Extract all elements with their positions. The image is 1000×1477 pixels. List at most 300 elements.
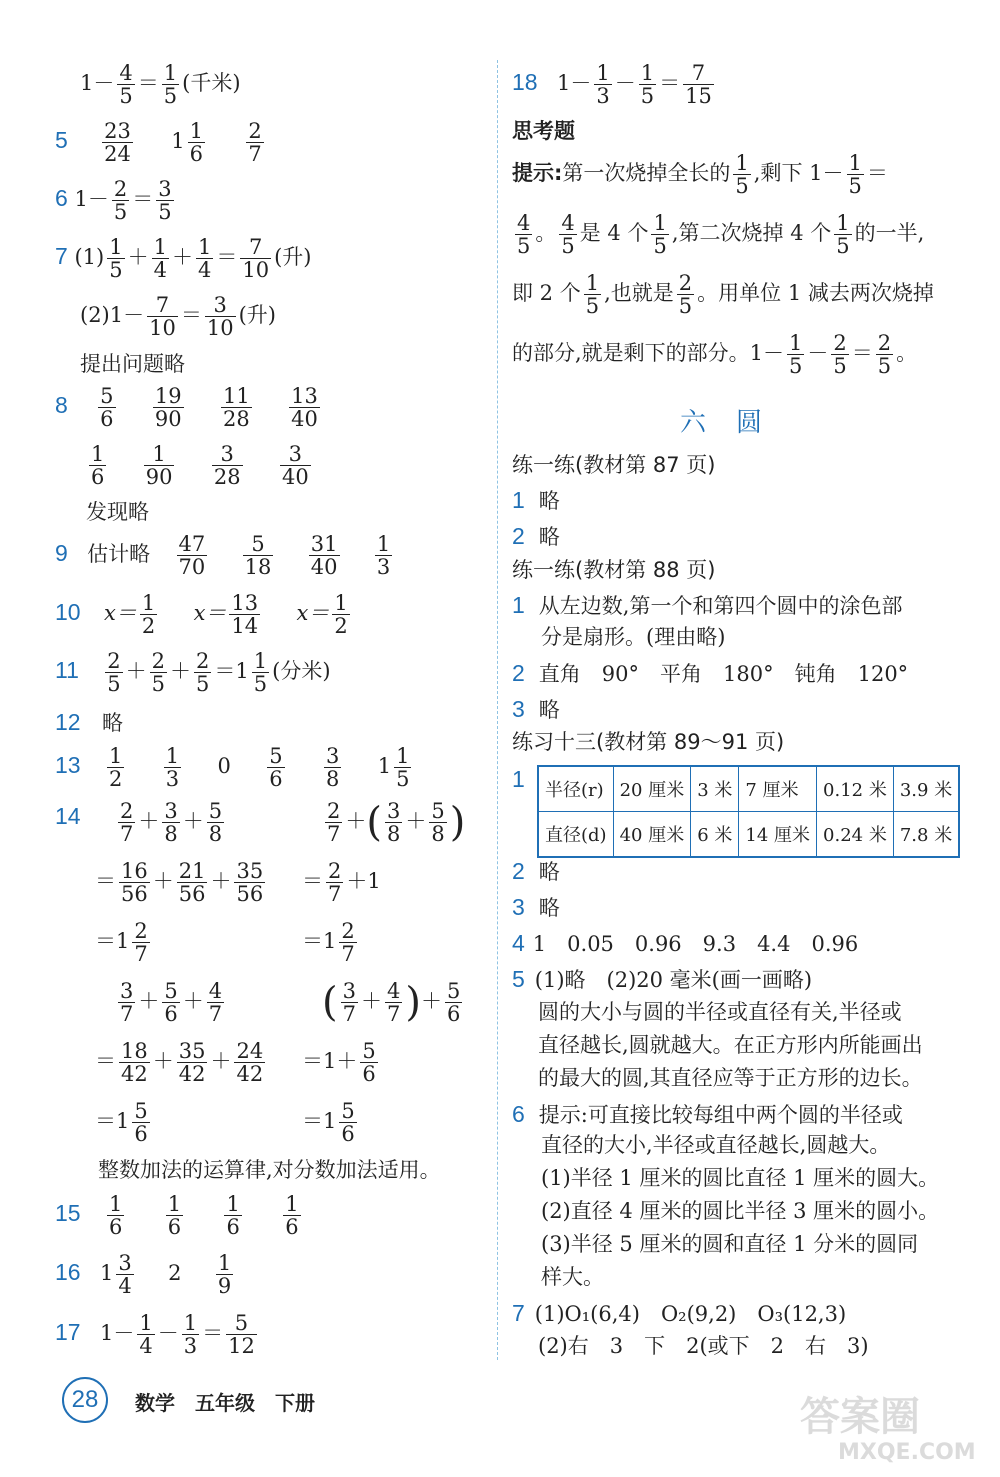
text: 1－ [99, 1321, 135, 1346]
text: ＝ [202, 1321, 224, 1346]
question-number: 14 [55, 803, 81, 829]
denominator: 40 [281, 465, 309, 490]
fraction [116, 1252, 133, 1297]
fraction [132, 920, 149, 965]
text: ,剩下 1－ [753, 161, 844, 186]
question-number: 2 [512, 523, 525, 549]
numerator: 1 [189, 119, 204, 143]
denominator: 5 [678, 294, 693, 319]
numerator: 2 [877, 331, 892, 355]
denominator: 4 [153, 258, 167, 283]
denominator: 14 [231, 614, 259, 639]
numerator: 3 [325, 744, 340, 768]
fraction [240, 236, 271, 281]
t2 [512, 860, 560, 883]
fraction [162, 800, 179, 845]
text: ＋ [152, 1049, 174, 1074]
question-number: 17 [55, 1319, 81, 1346]
fraction [102, 120, 133, 165]
numerator: 5 [100, 384, 114, 408]
t1 [512, 768, 525, 791]
text: (千米) [182, 71, 241, 96]
numerator: 2 [107, 649, 121, 673]
fraction [683, 62, 714, 107]
text: ＝ [137, 71, 159, 96]
t3 [512, 896, 560, 919]
t6 [512, 1103, 903, 1126]
fraction [207, 800, 224, 845]
question-number: 2 [512, 858, 525, 884]
denominator: 8 [431, 822, 445, 847]
text: (升) [274, 245, 312, 270]
text: ,也就是 [604, 281, 674, 306]
text: 略 [538, 525, 560, 549]
fraction [360, 1040, 377, 1085]
numerator: 4 [517, 211, 531, 235]
numerator: 1 [836, 211, 850, 235]
s2 [512, 662, 908, 685]
table-cell: 7.8 米 [893, 812, 959, 858]
question-number: 8 [55, 392, 68, 419]
question-number: 12 [55, 709, 81, 735]
hint-label: 提示: [512, 161, 563, 186]
t5-line4: 的最大的圆,其直径应等于正方形的边长。 [538, 1066, 923, 1090]
denominator: 6 [108, 1215, 123, 1240]
numerator: 1 [226, 1192, 240, 1216]
denominator: 6 [91, 465, 105, 490]
text: ＝1＋ [302, 1049, 358, 1074]
t5-line3: 直径越长,圆就越大。在正方形内所能画出 [538, 1033, 923, 1057]
fraction [117, 62, 134, 107]
fraction [385, 800, 402, 845]
denominator: 42 [236, 1062, 264, 1087]
numerator: 23 [104, 119, 131, 143]
denominator: 4 [197, 258, 212, 283]
numerator: 5 [226, 1312, 257, 1335]
text: 0 [217, 754, 231, 779]
fraction [677, 272, 694, 317]
numerator: 47 [178, 532, 206, 556]
denominator: 6 [285, 1215, 299, 1240]
q11: 11 $\frac{2}{5}$ ＋ $\frac{2}{5}$ ＋ $\frac{2}{5}$ ＝1 $\frac{1}{5}$ (分米) [55, 649, 331, 697]
numerator: 1 [197, 235, 212, 259]
text: 1－ [80, 71, 115, 96]
denominator: 5 [833, 354, 847, 379]
column-divider [497, 60, 498, 1360]
denominator: 6 [362, 1062, 376, 1087]
fraction [89, 443, 106, 488]
t6-line4: (2)直径 4 厘米的圆比半径 3 厘米的圆小。 [541, 1199, 940, 1223]
fraction [207, 980, 224, 1025]
q14-C1 [115, 980, 227, 1025]
text: ＝ [866, 161, 888, 186]
numerator: 24 [236, 1039, 264, 1063]
t6-line6: 样大。 [541, 1265, 604, 1289]
denominator: 8 [325, 767, 340, 792]
question-number: 5 [55, 127, 68, 154]
question-number: 7 [55, 243, 68, 270]
numerator: 1 [789, 331, 803, 355]
fraction [229, 592, 260, 637]
fraction [267, 745, 284, 790]
question-number: 5 [512, 966, 525, 992]
table-cell: 14 厘米 [739, 812, 817, 858]
fraction [177, 860, 208, 905]
text: ＋ [210, 869, 232, 894]
s1-line2: 分是扇形。(理由略) [541, 625, 726, 649]
fraction [107, 745, 124, 790]
table-cell: 3.9 米 [893, 766, 959, 812]
numerator: 2 [113, 177, 128, 201]
denominator: 5 [640, 84, 655, 109]
denominator: 7 [248, 142, 262, 167]
q8-row1 [55, 385, 323, 430]
t7 [512, 1302, 846, 1325]
denominator: 56 [236, 882, 264, 907]
denominator: 2 [141, 614, 156, 639]
numerator: 5 [208, 799, 223, 823]
text: ＝ [851, 341, 873, 366]
numerator: 13 [231, 591, 259, 615]
denominator: 24 [104, 142, 131, 167]
q16 [55, 1252, 236, 1297]
text: 2 [168, 1261, 182, 1286]
numerator: 4 [561, 211, 575, 235]
text: 略 [101, 711, 123, 735]
text: 。用单位 1 减去两次烧掉 [697, 281, 934, 306]
denominator: 28 [223, 407, 250, 432]
denominator: 6 [167, 1215, 182, 1240]
q14-C2 [95, 1040, 268, 1085]
question-number: 7 [512, 1300, 525, 1326]
footer-book-title: 数学 五年级 下册 [135, 1391, 315, 1415]
numerator: 1 [163, 61, 178, 85]
numerator: 1 [735, 151, 749, 175]
q14-A2 [95, 860, 268, 905]
fraction [226, 1312, 257, 1357]
table-cell: 0.12 米 [817, 766, 894, 812]
q5 [55, 120, 267, 165]
text: x＝ [103, 601, 137, 626]
numerator: 21 [178, 859, 206, 883]
q7-part1 [55, 236, 311, 281]
fraction [234, 1040, 265, 1085]
text: 。 [535, 221, 557, 246]
text: 第一次烧掉全长的 [562, 161, 731, 186]
numerator: 2 [328, 859, 342, 883]
hint-line2 [512, 212, 924, 257]
fraction [246, 120, 263, 165]
text: ＋ [405, 809, 427, 834]
numerator: 1 [334, 591, 348, 615]
fraction [339, 1100, 356, 1145]
numerator: 19 [154, 384, 182, 408]
numerator: 2 [134, 919, 148, 943]
denominator: 3 [183, 1334, 198, 1359]
text: ＝ [180, 303, 202, 328]
q7-note: 提出问题略 [80, 352, 185, 376]
denominator: 7 [134, 942, 148, 967]
numerator: 35 [178, 1039, 206, 1063]
page-number-badge [62, 1377, 108, 1423]
whole: 1 [99, 1261, 114, 1286]
q7-part2 [80, 294, 276, 339]
denominator: 8 [208, 822, 223, 847]
fraction [112, 178, 129, 223]
numerator: 1 [144, 443, 175, 466]
numerator: 1 [585, 271, 600, 295]
t6-line2: 直径的大小,半径或直径越长,圆越大。 [541, 1133, 891, 1157]
denominator: 56 [121, 882, 148, 907]
q14-D3 [302, 1100, 360, 1145]
denominator: 4 [139, 1334, 153, 1359]
denominator: 7 [120, 822, 134, 847]
denominator: 40 [310, 555, 338, 580]
text: 估计略 [87, 542, 151, 567]
text: ＝ [302, 1109, 323, 1134]
fraction [639, 62, 656, 107]
text: ＋ [210, 1049, 232, 1074]
text: 略 [538, 489, 560, 513]
r1 [512, 489, 560, 512]
numerator: 5 [431, 799, 445, 823]
fraction [162, 62, 179, 107]
fraction [375, 533, 392, 578]
question-number: 6 [512, 1101, 525, 1127]
text: ＝ [95, 1109, 116, 1134]
numerator: 2 [196, 649, 210, 673]
text: 是 4 个 [579, 221, 649, 246]
fraction [140, 592, 157, 637]
question-number: 3 [512, 696, 525, 722]
numerator: 3 [205, 294, 236, 317]
question-number: 1 [512, 592, 525, 618]
denominator: 5 [848, 174, 862, 199]
text: ＋ [138, 989, 160, 1014]
hint-line4 [512, 332, 917, 377]
denominator: 6 [341, 1122, 355, 1147]
q17 [55, 1312, 260, 1357]
exercise-13-heading: 练习十三(教材第 89～91 页) [512, 730, 785, 754]
fraction [118, 980, 135, 1025]
denominator: 18 [244, 555, 272, 580]
numerator: 5 [269, 744, 283, 768]
denominator: 10 [149, 316, 176, 341]
numerator: 2 [151, 649, 166, 673]
fraction [252, 650, 269, 695]
denominator: 5 [151, 672, 166, 697]
text: 提示:可直接比较每组中两个圆的半径或 [538, 1103, 903, 1127]
numerator: 3 [386, 799, 401, 823]
fraction [326, 860, 343, 905]
watermark-logo: 答案圈 [800, 1394, 920, 1440]
practice-heading-87: 练一练(教材第 87 页) [512, 453, 716, 477]
fraction [166, 1193, 183, 1238]
fraction [119, 860, 150, 905]
fraction [196, 236, 213, 281]
numerator: 1 [108, 1192, 123, 1216]
denominator: 40 [291, 407, 318, 432]
denominator: 5 [109, 258, 123, 283]
text: 的部分,就是剩下的部分。1－ [512, 341, 785, 366]
whole: 1 [116, 929, 130, 954]
denominator: 90 [145, 465, 173, 490]
denominator: 10 [242, 258, 270, 283]
denominator: 8 [386, 822, 401, 847]
text: － [614, 71, 636, 96]
denominator: 9 [217, 1274, 232, 1299]
fraction [118, 800, 135, 845]
table-row [538, 766, 959, 812]
denominator: 8 [164, 822, 178, 847]
text: ＝ [216, 245, 238, 270]
hint-line3 [512, 272, 934, 317]
numerator: 1 [165, 744, 180, 768]
q14-number [55, 805, 81, 828]
numerator: 5 [164, 979, 178, 1003]
numerator: 1 [285, 1192, 299, 1216]
fraction [182, 1312, 199, 1357]
whole: 1 [171, 129, 185, 154]
q14-D2 [302, 1040, 381, 1085]
fraction [98, 385, 115, 430]
numerator: 7 [240, 236, 271, 259]
table-cell: 7 厘米 [739, 766, 817, 812]
question-number: 11 [55, 657, 79, 684]
denominator: 42 [178, 1062, 206, 1087]
fraction [224, 1193, 241, 1238]
question-number: 16 [55, 1259, 81, 1286]
denominator: 5 [585, 294, 600, 319]
numerator: 5 [134, 1099, 148, 1123]
text: 略 [538, 860, 560, 884]
text: ＝ [95, 929, 116, 954]
numerator: 3 [212, 443, 243, 466]
numerator: 1 [108, 744, 123, 768]
denominator: 7 [342, 1002, 356, 1027]
section-title: 六圆 [680, 408, 793, 438]
denominator: 28 [213, 465, 241, 490]
fraction [156, 178, 173, 223]
text: 的一半, [854, 221, 925, 246]
numerator: 1 [139, 1311, 153, 1335]
fraction [445, 980, 462, 1025]
denominator: 6 [134, 1122, 148, 1147]
q14-A3 [95, 920, 153, 965]
q8-row2 [86, 443, 314, 488]
fraction [733, 152, 750, 197]
table-cell: 20 厘米 [613, 766, 691, 812]
text: ＋ [345, 809, 367, 834]
fraction [105, 650, 122, 695]
question-number: 4 [512, 930, 525, 956]
table-cell: 半径(r) [538, 766, 613, 812]
text: ＋ [152, 869, 174, 894]
denominator: 5 [735, 174, 749, 199]
numerator: 13 [291, 384, 318, 408]
numerator: 7 [683, 62, 714, 85]
text: ＝1 [214, 659, 249, 684]
numerator: 4 [386, 979, 401, 1003]
fraction [119, 1040, 150, 1085]
text: (1)O₁(6,4) O₂(9,2) O₃(12,3) [534, 1302, 847, 1326]
numerator: 1 [640, 61, 655, 85]
denominator: 7 [341, 942, 355, 967]
text: 即 2 个 [512, 281, 581, 306]
q14-B3 [302, 920, 360, 965]
numerator: 4 [119, 61, 133, 85]
denominator: 6 [100, 407, 114, 432]
text: ＋ [138, 809, 160, 834]
text: ＋ [360, 989, 382, 1014]
denominator: 7 [386, 1002, 401, 1027]
fraction [651, 212, 668, 257]
text: x＝ [296, 601, 330, 626]
question-number: 13 [55, 752, 81, 779]
hint-line1 [512, 152, 888, 197]
denominator: 12 [228, 1334, 255, 1359]
denominator: 42 [121, 1062, 148, 1087]
numerator: 5 [243, 533, 274, 556]
denominator: 6 [446, 1002, 461, 1027]
numerator: 35 [236, 859, 264, 883]
line-km [80, 62, 241, 107]
denominator: 5 [396, 767, 410, 792]
text: (1)略 (2)20 毫米(画一画略) [534, 968, 813, 992]
t6-line5: (3)半径 5 厘米的圆和直径 1 分米的圆同 [541, 1232, 919, 1256]
text: ＝ [132, 187, 154, 212]
text: (1) [74, 245, 105, 270]
denominator: 3 [376, 555, 391, 580]
fraction [194, 650, 211, 695]
numerator: 3 [158, 177, 172, 201]
whole: 1 [116, 1109, 130, 1134]
fraction [137, 1312, 154, 1357]
fraction [221, 385, 252, 430]
numerator: 3 [164, 799, 178, 823]
question-number: 6 [55, 185, 68, 212]
whole: 1 [323, 929, 337, 954]
numerator: 1 [141, 591, 156, 615]
fraction [787, 332, 804, 377]
fraction [394, 745, 411, 790]
denominator: 2 [334, 614, 348, 639]
question-number: 2 [512, 660, 525, 686]
text: ＋ [127, 245, 149, 270]
q6 [55, 178, 177, 223]
text: 从左边数,第一个和第四个圆中的涂色部 [538, 594, 903, 618]
denominator: 4 [118, 1274, 132, 1299]
text: 1－ [556, 71, 592, 96]
fraction [150, 650, 167, 695]
numerator: 2 [248, 119, 262, 143]
text: ＋ [182, 809, 204, 834]
numerator: 5 [446, 979, 461, 1003]
text: ＋ [171, 245, 193, 270]
practice-heading-88: 练一练(教材第 88 页) [512, 558, 716, 582]
denominator: 7 [120, 1002, 134, 1027]
numerator: 1 [396, 744, 410, 768]
fraction [876, 332, 893, 377]
radius-diameter-table [537, 765, 960, 858]
fraction [216, 1252, 233, 1297]
denominator: 5 [836, 234, 850, 259]
text: 1－ [74, 187, 109, 212]
numerator: 2 [678, 271, 693, 295]
fraction [341, 980, 358, 1025]
numerator: 11 [223, 384, 250, 408]
denominator: 7 [208, 1002, 223, 1027]
